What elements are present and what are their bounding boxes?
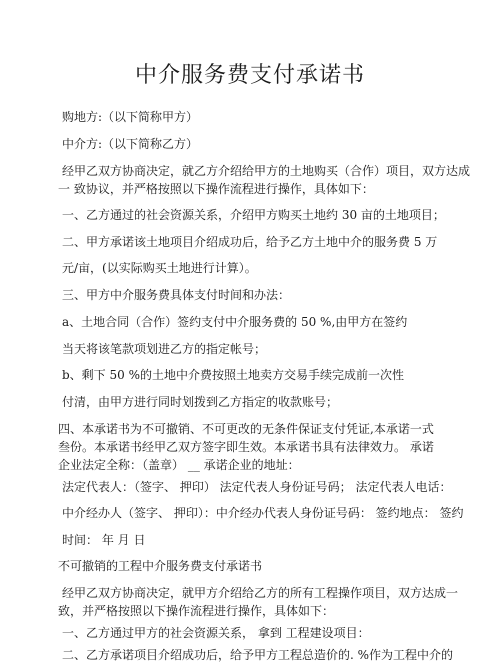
paragraph-line: 一、乙方通过的社会资源关系，介绍甲方购买土地约 30 亩的土地项目； [62, 208, 445, 222]
paragraph-line: 当天将该笔款项划进乙方的指定帐号； [62, 342, 267, 356]
signature-line: 法定代表人：（签字、 押印） 法定代表人身份证号码； 法定代表人电话： [62, 480, 452, 494]
commitment-paragraph: 四、本承诺书为不可撤销、不可更改的无条件保证支付凭证,本承诺一式叁份。本承诺书经甲乙双方签字即生效。本承诺书具有法律效力。 承诺企业法定全称：（盖章） __ 承诺企业的地址： [58, 422, 434, 472]
document-title: 中介服务费支付承诺书 [134, 63, 365, 88]
second-title: 不可撤销的工程中介服务费支付承诺书 [58, 559, 263, 573]
buyer-line: 购地方:（以下简称甲方） [62, 110, 199, 124]
paragraph-line: 一 致协议，并严格按照以下操作流程进行操作，具体如下： [58, 182, 374, 196]
paragraph-line: 付清，由甲方进行同时划拨到乙方指定的收款账号； [62, 395, 339, 409]
paragraph-line: b、剩下 50 %的土地中介费按照土地卖方交易手续完成前一次性 [62, 368, 404, 382]
paragraph-line: 二、甲方承诺该土地项目介绍成功后，给予乙方土地中介的服务费 5 万 [62, 235, 438, 249]
date-line: 时间： 年 月 日 [62, 533, 146, 547]
paragraph-line: 一、乙方通过甲方的社会资源关系， 拿到 工程建设项目： [62, 626, 370, 640]
paragraph-line: a、土地合同（合作）签约支付中介服务费的 50 %,由甲方在签约 [62, 315, 408, 329]
paragraph-line: 致，并严格按照以下操作流程进行操作，具体如下： [58, 604, 335, 618]
paragraph-line: 经甲乙双方协商决定，就甲方介绍给乙方的所有工程操作项目，双方达成一 [62, 586, 459, 600]
paragraph-line: 三、甲方中介服务费具体支付时间和办法： [62, 288, 291, 302]
paragraph-line: 二、乙方承诺项目介绍成功后，给予甲方工程总造价的. %作为工程中介的 [62, 648, 454, 662]
agent-line: 中介方:（以下简称乙方） [62, 137, 199, 151]
paragraph-line: 元/亩，(以实际购买土地进行计算）。 [62, 261, 257, 275]
paragraph-line: 经甲乙双方协商决定，就乙方介绍给甲方的土地购买（合作）项目，双方达成 [62, 164, 471, 178]
signature-line: 中介经办人（签字、 押印）：中介经办代表人身份证号码： 签约地点： 签约 [62, 506, 464, 520]
